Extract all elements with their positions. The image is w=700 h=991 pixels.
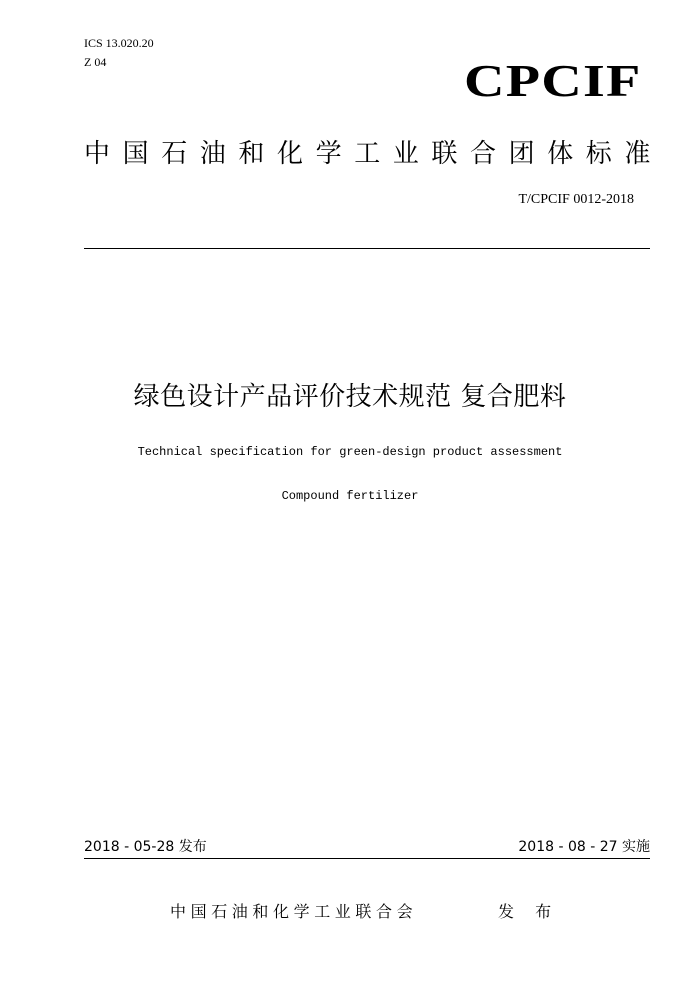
standard-number: T/CPCIF 0012-2018 <box>518 192 634 207</box>
english-subtitle: Compound fertilizer <box>281 489 419 503</box>
publish-label: 发 布 <box>498 902 560 921</box>
english-title: Technical specification for green-design product assessment <box>137 445 563 459</box>
implementation-date: 2018 - 08 - 27 实施 <box>518 839 650 855</box>
ics-code: ICS 13.020.20 <box>84 36 154 50</box>
issue-date: 2018 - 05-28 发布 <box>84 839 207 855</box>
bottom-divider <box>84 858 650 859</box>
publisher-name: 中国石油和化学工业联合会 <box>170 902 418 921</box>
top-divider <box>84 248 650 249</box>
cpcif-logo: CPCIF <box>464 55 642 106</box>
organization-standard-title: 中国石油和化学工业联合团体标准 <box>84 139 664 169</box>
document-title: 绿色设计产品评价技术规范 复合肥料 <box>133 382 567 412</box>
ccs-code: Z 04 <box>84 55 107 69</box>
